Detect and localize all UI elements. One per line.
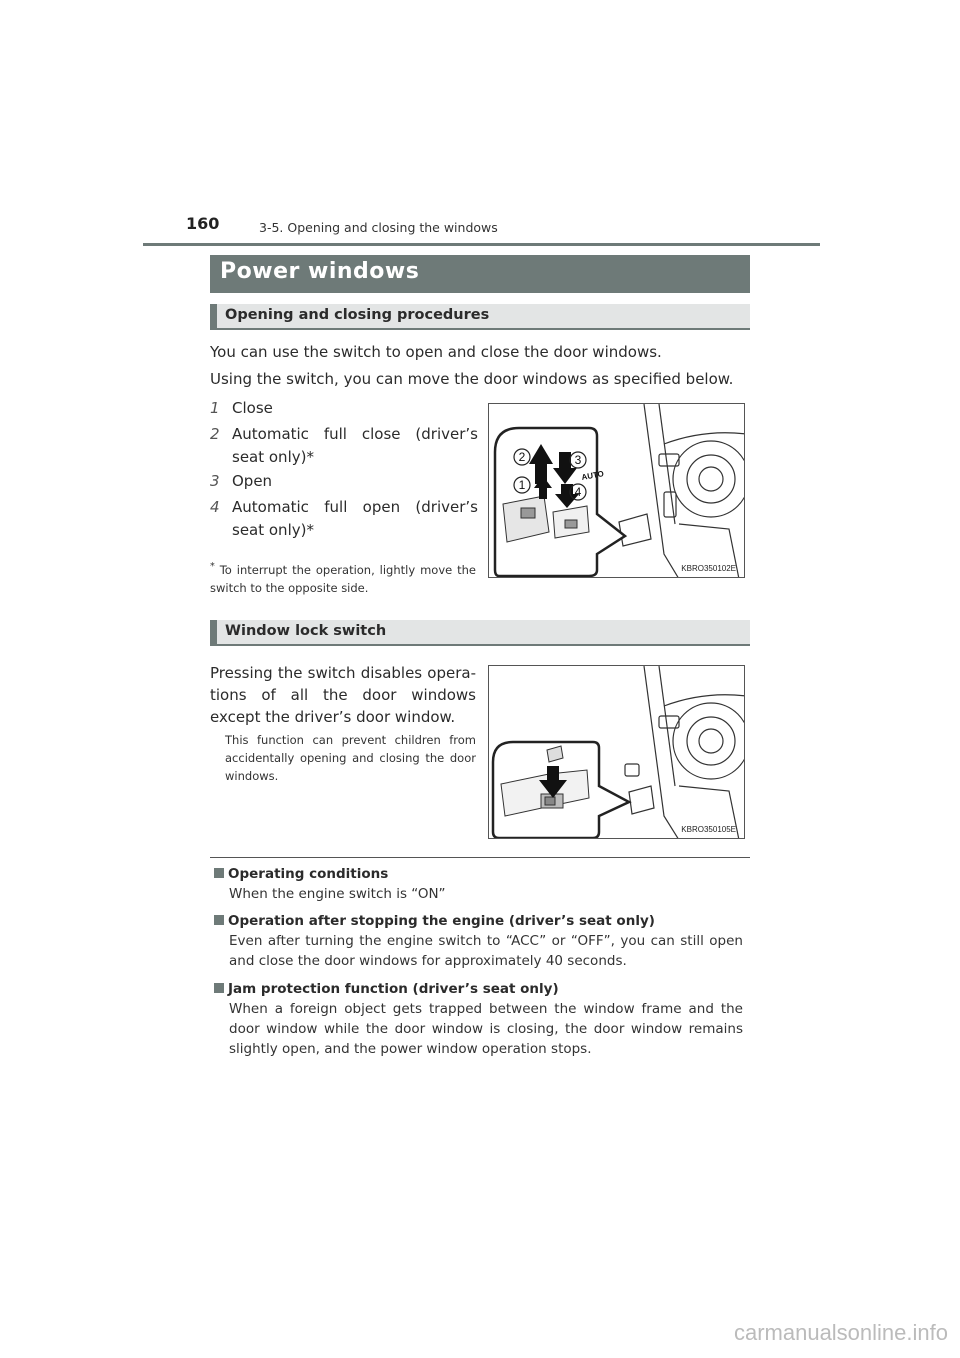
info-heading-text: Operating conditions — [228, 866, 389, 882]
window-switch-drawing — [489, 404, 745, 578]
step-text: Close — [232, 399, 273, 417]
square-bullet-icon — [214, 983, 224, 993]
section-breadcrumb: 3-5. Opening and closing the windows — [259, 220, 498, 235]
page-title: Power windows — [220, 259, 420, 284]
step-text: Automatic full close (driver’s seat only)* — [232, 425, 478, 466]
step-text: Automatic full open (driver’s seat only)* — [232, 498, 478, 539]
info-heading — [214, 913, 655, 929]
intro-paragraph: Using the switch, you can move the door windows as specified below. — [210, 370, 734, 388]
info-heading-text: Operation after stopping the engine (driver’s seat only) — [228, 913, 655, 929]
window-lock-note: This function can prevent children from accidentally opening and closing the door windows. — [225, 733, 476, 783]
square-bullet-icon — [214, 868, 224, 878]
figure-code: KBRO350105E — [681, 825, 736, 834]
footnote-mark: * — [210, 561, 215, 572]
page-header — [143, 214, 820, 246]
divider — [210, 857, 750, 858]
step-number: 2 — [210, 425, 220, 443]
footnote-text: To interrupt the operation, lightly move the switch to the opposite side. — [210, 562, 476, 595]
step-number: 4 — [210, 498, 220, 516]
window-switch-illustration — [488, 403, 745, 578]
window-lock-description: Pressing the switch disables opera-tions of all the door windows except the driver’s door window. — [210, 664, 476, 726]
section-heading: Window lock switch — [225, 623, 387, 639]
page-title-bar — [210, 255, 750, 293]
callout-3: 3 — [574, 453, 582, 467]
footnote — [210, 558, 476, 597]
page-number: 160 — [186, 214, 220, 233]
figure-code: KBRO350102E — [681, 564, 736, 573]
watermark[interactable]: carmanualsonline.info — [733, 1320, 948, 1345]
auto-label: AUTO — [580, 469, 605, 482]
square-bullet-icon — [214, 915, 224, 925]
callout-2: 2 — [518, 450, 526, 464]
callout-4: 4 — [574, 485, 582, 499]
info-heading — [214, 981, 559, 997]
info-body: When the engine switch is “ON” — [229, 886, 446, 902]
section-heading: Opening and closing procedures — [225, 307, 490, 323]
intro-paragraph: You can use the switch to open and close the door windows. — [210, 343, 662, 361]
info-body: Even after turning the engine switch to “ACC” or “OFF”, you can still open and close the door windows for approximately 40 seconds. — [229, 933, 743, 969]
info-body: When a foreign object gets trapped between the window frame and the door window while the door window is closing, the door window remains slightly open, and the power window operation stops. — [229, 1001, 743, 1057]
step-number: 1 — [210, 399, 220, 417]
window-lock-drawing — [489, 666, 745, 839]
step-text: Open — [232, 472, 273, 490]
section-heading-bar — [210, 304, 750, 330]
step-number: 3 — [210, 472, 220, 490]
info-heading-text: Jam protection function (driver’s seat only) — [228, 981, 559, 997]
window-lock-illustration — [488, 665, 745, 839]
info-heading — [214, 866, 388, 882]
section-heading-bar — [210, 620, 750, 646]
callout-1: 1 — [518, 478, 526, 492]
